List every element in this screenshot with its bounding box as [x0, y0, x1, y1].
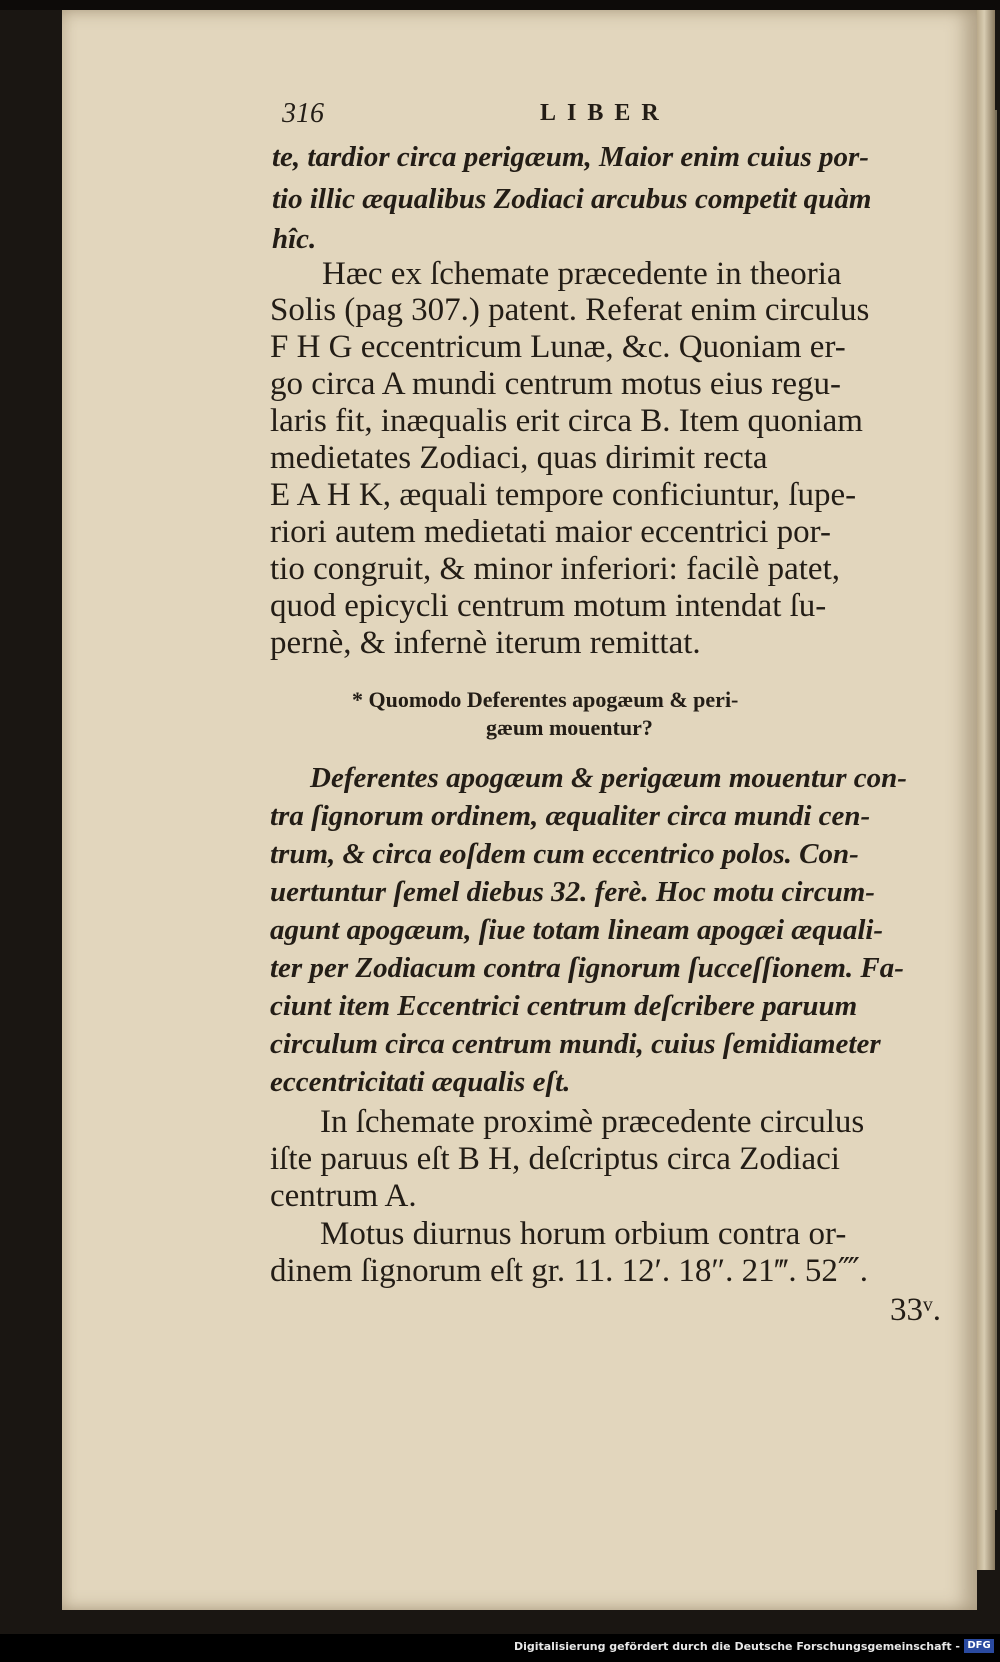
answer-line: eccentricitati æqualis eſt. [270, 1066, 571, 1098]
answer-line: Deferentes apogæum & perigæum mouentur con- [310, 762, 907, 794]
body-line: tio illic æqualibus Zodiaci arcubus competit quàm [272, 183, 872, 215]
answer-line: uertuntur ſemel diebus 32. ferè. Hoc motu circum- [270, 876, 875, 908]
page-number: 316 [282, 98, 324, 129]
footer-credit: Digitalisierung gefördert durch die Deutsche Forschungsgemeinschaft - [513, 1640, 960, 1653]
dfg-logo-icon: DFG [964, 1639, 994, 1653]
scan-top-border [0, 0, 1000, 10]
body-line: go circa A mundi centrum motus eius regu- [270, 366, 841, 402]
question-heading: gæum mouentur? [486, 715, 653, 740]
answer-line: agunt apogæum, ſiue totam lineam apogæi æquali- [270, 914, 884, 946]
answer-line: circulum circa centrum mundi, cuius ſemidiameter [270, 1028, 881, 1060]
body-line: In ſchemate proximè præcedente circulus [320, 1104, 865, 1140]
answer-line: tra ſignorum ordinem, æqualiter circa mundi cen- [270, 800, 871, 832]
body-line: dinem ſignorum eſt gr. 11. 12′. 18″. 21‴. 52⁗. [270, 1253, 868, 1289]
body-line: Solis (pag 307.) patent. Referat enim circulus [270, 292, 870, 328]
body-line: 33ᵛ. [890, 1292, 941, 1328]
body-line: riori autem medietati maior eccentrici por- [270, 514, 831, 550]
answer-line: ciunt item Eccentrici centrum deſcribere paruum [270, 990, 858, 1022]
body-line: E A H K, æquali tempore conficiuntur, ſupe- [270, 477, 857, 513]
body-line: iſte paruus eſt B H, deſcriptus circa Zodiaci [270, 1141, 840, 1177]
body-line: medietates Zodiaci, quas dirimit recta [270, 440, 768, 476]
body-line: laris fit, inæqualis erit circa B. Item quoniam [270, 403, 863, 439]
body-line: quod epicycli centrum motum intendat ſu- [270, 588, 827, 624]
body-line: centrum A. [270, 1178, 417, 1214]
answer-line: trum, & circa eoſdem cum eccentrico polos. Con- [270, 838, 859, 870]
body-line: Motus diurnus horum orbium contra or- [320, 1216, 847, 1252]
answer-line: ter per Zodiacum contra ſignorum ſucceſſionem. Fa- [270, 952, 904, 984]
body-line: Hæc ex ſchemate præcedente in theoria [322, 256, 842, 292]
page-fore-edge [977, 10, 995, 1570]
digitization-footer [0, 1634, 1000, 1662]
body-line: F H G eccentricum Lunæ, &c. Quoniam er- [270, 329, 846, 365]
running-title: LIBER [540, 100, 670, 126]
body-line: te, tardior circa perigæum, Maior enim cuius por- [272, 141, 869, 173]
question-heading: * Quomodo Deferentes apogæum & peri- [352, 687, 739, 712]
body-line: hîc. [272, 223, 317, 255]
body-line: pernè, & infernè iterum remittat. [270, 625, 701, 661]
body-line: tio congruit, & minor inferiori: facilè patet, [270, 551, 840, 587]
